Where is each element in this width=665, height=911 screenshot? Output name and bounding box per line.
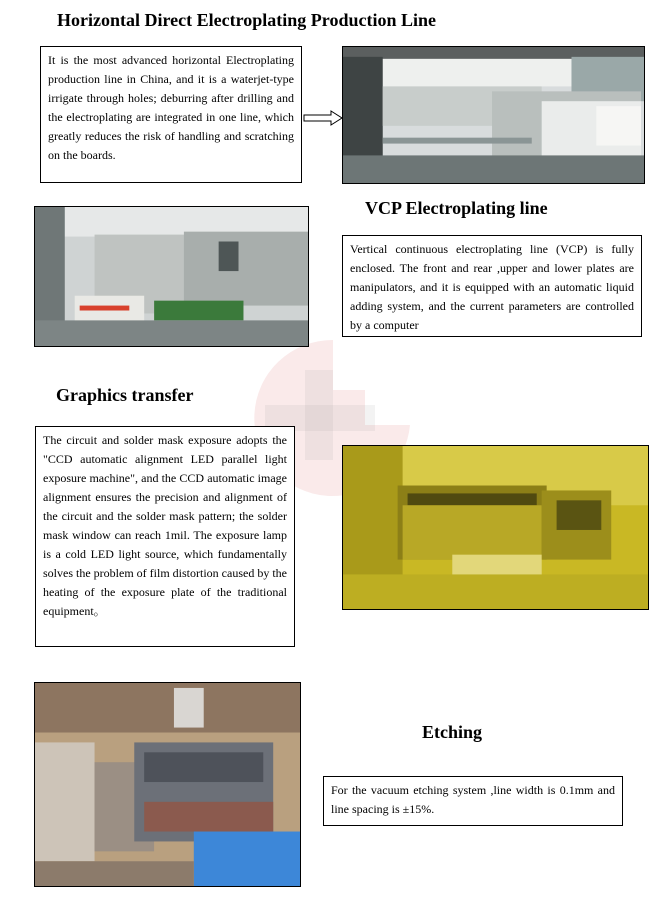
etching-description (323, 776, 623, 826)
graphics-title: Graphics transfer (56, 385, 194, 405)
horizontal-line-photo (342, 46, 645, 184)
etching-text: For the vacuum etching system ,line width is 0.1mm and line spacing is ±15%. (331, 783, 615, 816)
etching-system-photo (34, 682, 301, 887)
horizontal-title: Horizontal Direct Electroplating Production Line (57, 10, 436, 30)
etching-title: Etching (422, 722, 483, 742)
graphics-description (35, 426, 295, 647)
vcp-title: VCP Electroplating line (365, 198, 548, 218)
horizontal-description (40, 46, 302, 183)
exposure-machine-photo (342, 445, 649, 610)
right-arrow-icon (303, 110, 343, 126)
vcp-line-photo (34, 206, 309, 347)
horizontal-text: It is the most advanced horizontal Electroplating production line in China, and it is a waterjet-type irrigate through holes; deburring after drilling and the electroplating are integrated in one line, which greatly reduces the risk of handling and scratching on the boards. (48, 53, 294, 162)
vcp-text: Vertical continuous electroplating line (VCP) is fully enclosed. The front and rear ,upper and lower plates are manipulators, and it is equipped with an automatic liquid adding system, and the current parameters are controlled by a computer (350, 242, 634, 332)
vcp-description (342, 235, 642, 337)
graphics-text: The circuit and solder mask exposure adopts the "CCD automatic alignment LED parallel light exposure machine", and the CCD automatic image alignment ensures the precision and alignment of the circuit and the solder mask pattern; the solder mask window can reach 1mil. The exposure lamp is a cold LED light source, which fundamentally solves the problem of film distortion caused by the heating of the exposure plate of the traditional equipment。 (43, 433, 287, 618)
